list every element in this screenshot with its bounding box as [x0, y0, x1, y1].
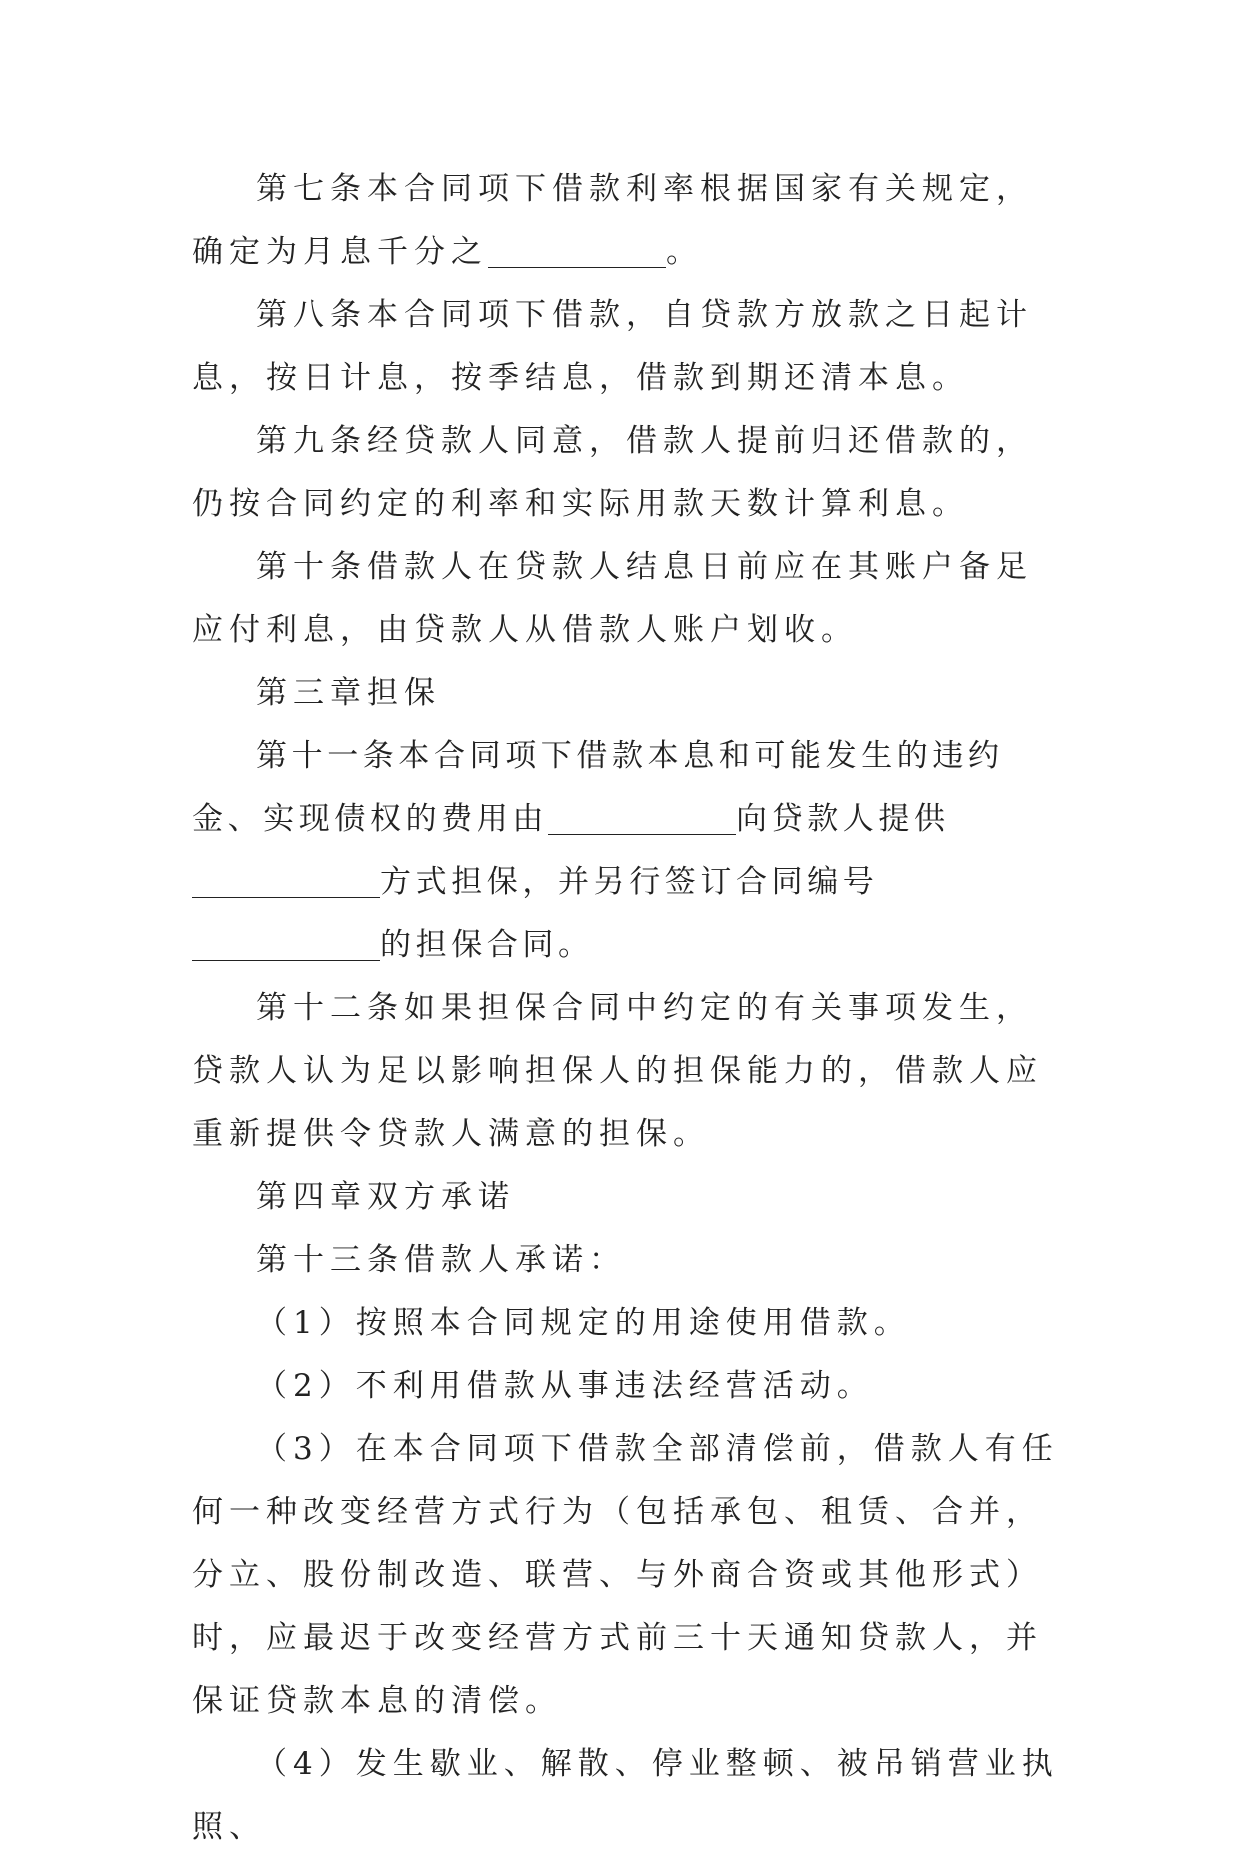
article-12	[192, 977, 1064, 1166]
article-13-text: 第十三条借款人承诺：	[256, 1242, 626, 1278]
blank-guarantee-method[interactable]	[192, 867, 380, 898]
item-2-text: （2）不利用借款从事违法经营活动。	[256, 1368, 874, 1404]
article-9	[192, 410, 1064, 536]
article-7-text: 第七条本合同项下借款利率根据国家有关规定，确定为月息千分之	[192, 171, 1033, 270]
item-1-text: （1）按照本合同规定的用途使用借款。	[256, 1305, 911, 1341]
article-7-end: 。	[666, 234, 703, 270]
blank-guarantor[interactable]	[548, 804, 736, 835]
article-8	[192, 284, 1064, 410]
blank-contract-number[interactable]	[192, 930, 380, 961]
article-8-text: 第八条本合同项下借款，自贷款方放款之日起计息，按日计息，按季结息，借款到期还清本息。	[192, 297, 1033, 396]
article-12-text: 第十二条如果担保合同中约定的有关事项发生，贷款人认为足以影响担保人的担保能力的，借款人应重新提供令贷款人满意的担保。	[192, 990, 1043, 1152]
article-11-text-d: 的担保合同。	[380, 927, 594, 963]
chapter-4-heading	[192, 1166, 1064, 1229]
article-11-text-a: 第十一条本合同项下借款本息和可能发生的违约金、实现债权的费用由	[192, 738, 1004, 837]
article-11-text-b: 向贷款人提供	[736, 801, 950, 837]
article-13	[192, 1229, 1064, 1292]
article-11	[192, 725, 1064, 977]
article-10	[192, 536, 1064, 662]
document-body	[192, 158, 1064, 1859]
item-3-text: （3）在本合同项下借款全部清偿前，借款人有任何一种改变经营方式行为（包括承包、租赁、合并，分立、股份制改造、联营、与外商合资或其他形式）时，应最迟于改变经营方式前三十天通知贷款人，并保证贷款本息的清偿。	[192, 1431, 1059, 1719]
chapter-3-heading	[192, 662, 1064, 725]
item-1	[192, 1292, 1064, 1355]
item-4	[192, 1733, 1064, 1859]
chapter-3-text: 第三章担保	[256, 675, 441, 711]
article-11-text-c: 方式担保，并另行签订合同编号	[380, 864, 879, 900]
article-10-text: 第十条借款人在贷款人结息日前应在其账户备足应付利息，由贷款人从借款人账户划收。	[192, 549, 1033, 648]
article-7	[192, 158, 1064, 284]
item-3	[192, 1418, 1064, 1733]
item-4-text: （4）发生歇业、解散、停业整顿、被吊销营业执照、	[192, 1746, 1059, 1845]
item-2	[192, 1355, 1064, 1418]
article-9-text: 第九条经贷款人同意，借款人提前归还借款的，仍按合同约定的利率和实际用款天数计算利息。	[192, 423, 1033, 522]
chapter-4-text: 第四章双方承诺	[256, 1179, 515, 1215]
blank-monthly-interest-rate[interactable]	[488, 237, 666, 268]
